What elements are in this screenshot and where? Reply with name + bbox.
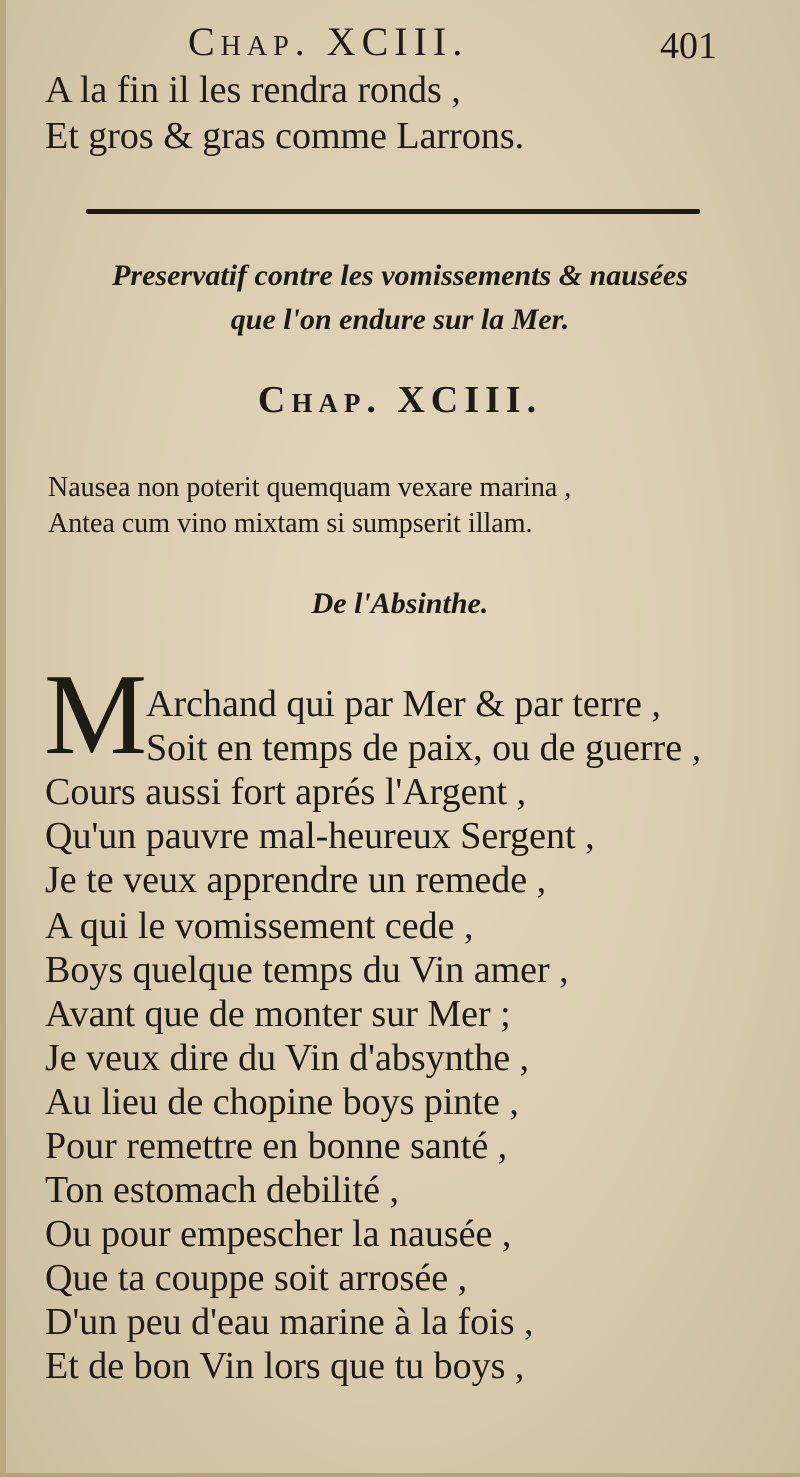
poem-line: Boys quelque temps du Vin amer , [45,949,569,991]
drop-capital: M [44,651,148,779]
poem-line: Ou pour empescher la nausée , [45,1213,512,1255]
poem-line: Ton estomach debilité , [45,1169,400,1211]
page-number: 401 [660,25,717,67]
subtitle: De l'Absinthe. [311,587,489,620]
poem-line: A qui le vomissement cede , [45,905,474,947]
running-title: Chap. XCIII. [188,19,469,64]
section-title-line-2: que l'on endure sur la Mer. [230,303,570,336]
page-edge-bottom [0,1473,800,1477]
poem-line: Qu'un pauvre mal-heureux Sergent , [45,815,595,857]
poem-line: D'un peu d'eau marine à la fois , [45,1301,534,1343]
verse-line: Et gros & gras comme Larrons. [45,115,525,157]
chapter-heading: Chap. XCIII. [257,379,543,421]
latin-verse-line: Antea cum vino mixtam si sumpserit illam. [48,508,533,539]
poem-line: Que ta couppe soit arrosée , [45,1257,468,1299]
page-edge-shadow [0,0,6,1477]
poem-line: Je veux dire du Vin d'absynthe , [45,1037,530,1079]
poem-line: Je te veux apprendre un remede , [45,859,547,901]
verse-line: A la fin il les rendra ronds , [45,69,461,111]
poem-line: Soit en temps de paix, ou de guerre , [146,727,702,769]
running-head [0,18,800,68]
poem-line: Et de bon Vin lors que tu boys , [45,1345,525,1387]
poem-line: Avant que de monter sur Mer ; [45,993,511,1035]
latin-verse-line: Nausea non poterit quemquam vexare marina , [48,472,572,503]
section-divider-rule [86,209,700,214]
poem-line: Au lieu de chopine boys pinte , [45,1081,519,1123]
poem-line: Archand qui par Mer & par terre , [146,683,661,725]
poem-line: Cours aussi fort aprés l'Argent , [45,771,527,813]
poem-line: Pour remettre en bonne santé , [45,1125,508,1167]
section-title-line-1: Preservatif contre les vomissements & nausées [112,259,688,292]
